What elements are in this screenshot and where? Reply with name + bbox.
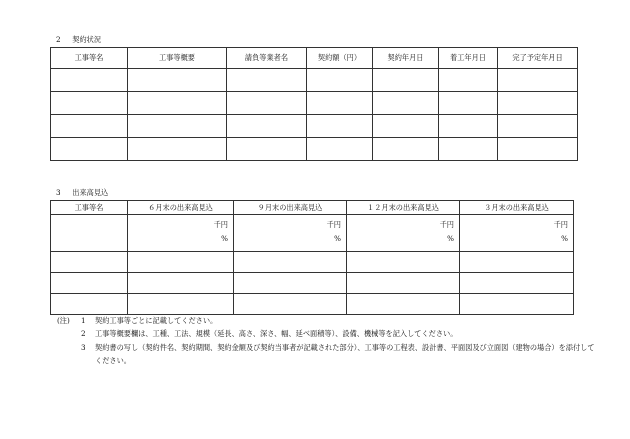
note-text: 工事等概要欄は、工種、工法、規模（延長、高さ、深さ、幅、延べ面積等）、設備、機械等を記入してください。 (95, 329, 458, 339)
table-header-row (51, 48, 578, 69)
header-cell: 請負等業者名 (227, 48, 307, 69)
table-cell[interactable] (227, 115, 307, 138)
header-cell: 完了予定年月日 (498, 48, 578, 69)
unit-thousand-yen: 千円 (553, 220, 568, 229)
note-number: 3 (81, 342, 86, 352)
amount-cell[interactable] (347, 215, 460, 252)
table-cell[interactable] (498, 69, 578, 92)
contract-status-table (50, 47, 578, 161)
notes-section (57, 314, 597, 368)
section-2-title: 契約状況 (72, 35, 102, 44)
table-cell[interactable] (227, 92, 307, 115)
note-item (57, 327, 597, 340)
table-cell[interactable] (439, 92, 498, 115)
table-cell[interactable] (460, 252, 574, 273)
note-text: 契約工事等ごとに記載してください。 (95, 316, 218, 325)
header-cell: 着工年月日 (439, 48, 498, 69)
table-cell[interactable] (307, 138, 373, 161)
table-header-row (51, 201, 574, 215)
table-cell[interactable] (51, 294, 128, 315)
table-cell[interactable] (498, 115, 578, 138)
progress-estimate-table (50, 200, 574, 315)
note-text: 契約書の写し（契約件名、契約期間、契約金額及び契約当事者が記載された部分）、工事等の工程表、設計書、平面図及び立面図（建物の場合）を添付してください。 (95, 342, 595, 366)
table-row (51, 69, 578, 92)
unit-thousand-yen: 千円 (326, 220, 341, 229)
unit-percent: % (334, 234, 341, 243)
table-cell[interactable] (498, 92, 578, 115)
unit-percent: % (447, 234, 454, 243)
table-cell[interactable] (51, 252, 128, 273)
header-cell: 契約年月日 (373, 48, 439, 69)
table-cell[interactable] (51, 92, 128, 115)
header-cell: １２月末の出来高見込 (347, 201, 460, 215)
table-cell[interactable] (307, 69, 373, 92)
unit-thousand-yen: 千円 (439, 220, 454, 229)
note-number: 1 (81, 316, 86, 325)
section-3-heading (56, 188, 108, 198)
table-cell[interactable] (128, 273, 234, 294)
header-cell: 工事等名 (51, 201, 128, 215)
table-cell[interactable] (347, 252, 460, 273)
section-2-number: 2 (56, 35, 61, 44)
table-cell[interactable] (498, 138, 578, 161)
table-cell[interactable] (128, 138, 227, 161)
unit-percent: % (221, 234, 228, 243)
table-cell[interactable] (347, 273, 460, 294)
header-cell: 契約額（円） (307, 48, 373, 69)
table-cell[interactable] (234, 273, 347, 294)
note-item (57, 341, 597, 368)
table-row (51, 138, 578, 161)
table-cell[interactable] (347, 294, 460, 315)
amount-cell[interactable] (128, 215, 234, 252)
header-cell: 工事等名 (51, 48, 128, 69)
table-cell[interactable] (460, 294, 574, 315)
table-cell[interactable] (227, 69, 307, 92)
table-cell[interactable] (439, 138, 498, 161)
note-item (57, 314, 597, 327)
table-cell[interactable] (51, 69, 128, 92)
unit-thousand-yen: 千円 (213, 220, 228, 229)
note-number: 2 (81, 329, 86, 339)
table-cell[interactable] (307, 115, 373, 138)
table-cell[interactable] (307, 92, 373, 115)
header-cell: ９月末の出来高見込 (234, 201, 347, 215)
table-cell[interactable] (373, 69, 439, 92)
header-cell: ３月末の出来高見込 (460, 201, 574, 215)
table-row (51, 294, 574, 315)
header-cell: 工事等概要 (128, 48, 227, 69)
table-row (51, 273, 574, 294)
table-cell[interactable] (373, 115, 439, 138)
unit-row (51, 215, 574, 252)
table-cell[interactable] (439, 115, 498, 138)
section-2-heading (56, 35, 101, 45)
table-row (51, 115, 578, 138)
table-cell[interactable] (51, 138, 128, 161)
header-cell: ６月末の出来高見込 (128, 201, 234, 215)
table-cell[interactable] (51, 115, 128, 138)
table-cell[interactable] (234, 252, 347, 273)
table-cell[interactable] (128, 115, 227, 138)
table-cell[interactable] (439, 69, 498, 92)
table-cell[interactable] (128, 252, 234, 273)
amount-cell[interactable] (234, 215, 347, 252)
amount-cell[interactable] (460, 215, 574, 252)
table-cell[interactable] (460, 273, 574, 294)
table-cell[interactable] (51, 215, 128, 252)
table-cell[interactable] (128, 294, 234, 315)
table-cell[interactable] (373, 138, 439, 161)
table-cell[interactable] (128, 69, 227, 92)
table-cell[interactable] (128, 92, 227, 115)
table-row (51, 92, 578, 115)
notes-label: (注) (57, 316, 70, 325)
table-cell[interactable] (227, 138, 307, 161)
table-cell[interactable] (51, 273, 128, 294)
unit-percent: % (561, 234, 568, 243)
table-row (51, 252, 574, 273)
table-cell[interactable] (234, 294, 347, 315)
section-3-title: 出来高見込 (72, 188, 109, 197)
table-cell[interactable] (373, 92, 439, 115)
section-3-number: 3 (56, 188, 61, 197)
